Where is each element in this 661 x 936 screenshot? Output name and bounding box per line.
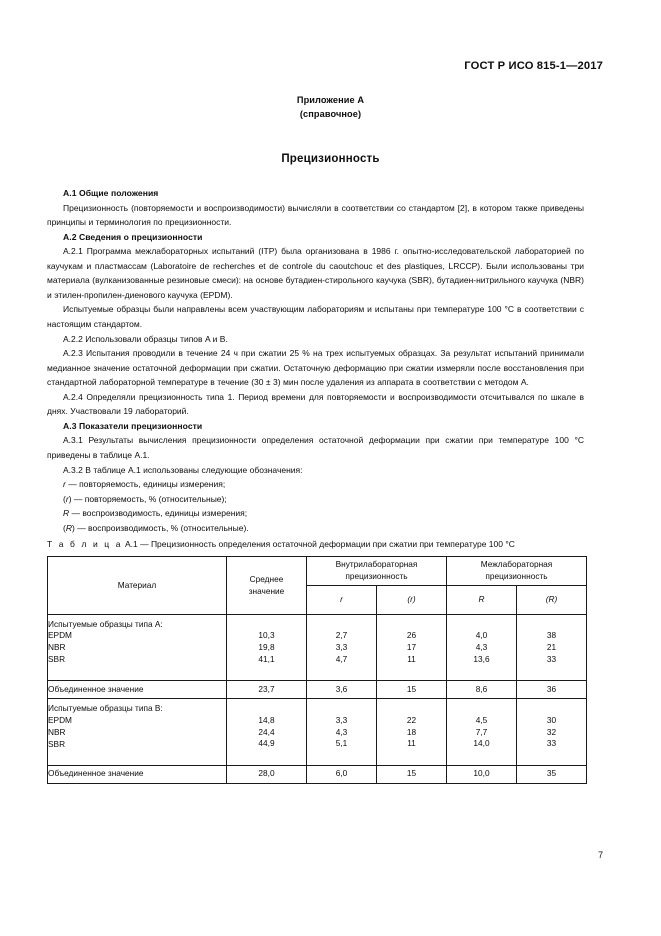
group-title: Испытуемые образцы типа B:	[48, 702, 163, 713]
paragraph-a2-1: A.2.1 Программа межлабораторных испытаний (ITP) была организована в 1986 г. опытно-исследовательской лабораторией по каучукам и пластмассам (Laboratoire de recherches et de controle du caoutchouc et des plastiques, LRCCP). Были использованы три материала (вулканизованные резиновые смеси): на основе бутадиен-стирольного каучука (SBR), бутадиен-нитрильного каучука (NBR) и этилен-пропилен-диенового каучука (EPDM).	[47, 246, 584, 300]
value-R-rel: 33	[546, 738, 557, 749]
col-header-mean	[227, 557, 307, 615]
value-R-rel: 32	[546, 726, 557, 737]
value-R-rel: 38	[546, 630, 557, 641]
col-header-interlab	[447, 557, 587, 586]
paragraph-a3-2: A.3.2 В таблице А.1 использованы следующие обозначения:	[63, 464, 303, 475]
definition-symbol: (r)	[63, 493, 72, 504]
value-r: 4,7	[335, 654, 348, 665]
table-head	[48, 557, 587, 615]
cell-R-rel: 36	[517, 681, 587, 699]
col-header-mean-line2: значение	[248, 585, 285, 596]
precision-table	[47, 556, 587, 784]
table-row-total	[48, 765, 587, 783]
value-r-rel: 11	[407, 654, 416, 665]
cell-mean: 28,0	[227, 765, 307, 783]
definition-text: — повторяемость, % (относительные);	[71, 493, 227, 504]
table-body	[48, 615, 587, 784]
cell-r-rel	[377, 699, 447, 765]
value-mean: 24,4	[258, 726, 275, 737]
group-title: Испытуемые образцы типа A:	[48, 618, 163, 629]
value-R-rel: 30	[546, 714, 557, 725]
cell-r: 3,6	[307, 681, 377, 699]
cell-total-label: Объединенное значение	[48, 765, 227, 783]
cell-mean	[227, 699, 307, 765]
table-caption-label: Т а б л и ц а	[47, 539, 123, 549]
cell-mean: 23,7	[227, 681, 307, 699]
value-R: 7,7	[475, 726, 488, 737]
col-header-mean-line1: Среднее	[249, 573, 284, 584]
definition-text: — повторяемость, единицы измерения;	[65, 479, 226, 490]
definition-item	[47, 521, 584, 536]
value-R: 13,6	[473, 654, 490, 665]
cell-R-rel: 35	[517, 765, 587, 783]
paragraph-a2-1b: Испытуемые образцы были направлены всем участвующим лабораториям и испытаны при температуре 100 °С в соответствии с настоящим стандартом.	[47, 304, 584, 330]
col-header-intralab	[307, 557, 447, 586]
value-R: 4,3	[475, 642, 488, 653]
table-row-total	[48, 681, 587, 699]
cell-material	[48, 615, 227, 681]
value-r: 3,3	[335, 714, 348, 725]
table-row	[48, 615, 587, 681]
cell-r: 6,0	[307, 765, 377, 783]
cell-R-rel	[517, 615, 587, 681]
value-mean: 14,8	[258, 714, 275, 725]
cell-R	[447, 699, 517, 765]
value-r: 2,7	[335, 630, 348, 641]
cell-R: 8,6	[447, 681, 517, 699]
value-R: 4,5	[475, 714, 488, 725]
table-row	[48, 699, 587, 765]
value-r-rel: 22	[406, 714, 417, 725]
table-head-row-top	[48, 557, 587, 586]
material-name: EPDM	[48, 714, 72, 725]
section-heading-a3: A.3 Показатели прецизионности	[63, 420, 203, 431]
page-number: 7	[598, 850, 603, 860]
definition-item	[47, 492, 584, 507]
value-r: 3,3	[335, 642, 348, 653]
running-head-standard-number: ГОСТ Р ИСО 815-1—2017	[464, 60, 603, 72]
table-caption-text: — Прецизионность определения остаточной деформации при сжатии при температуре 100 °С	[140, 539, 515, 549]
body-content	[47, 186, 584, 535]
cell-R-rel	[517, 699, 587, 765]
paragraph-a2-2: A.2.2 Использовали образцы типов A и B.	[63, 333, 228, 344]
material-name: SBR	[48, 654, 66, 665]
definition-item	[47, 477, 584, 492]
material-name: NBR	[48, 642, 66, 653]
table-caption	[47, 538, 607, 550]
definition-symbol: r	[63, 479, 66, 490]
value-r: 5,1	[335, 738, 348, 749]
value-r: 4,3	[335, 726, 348, 737]
value-mean: 10,3	[258, 630, 275, 641]
section-heading-a2: A.2 Сведения о прецизионности	[63, 231, 203, 242]
definition-text: — воспроизводимость, единицы измерения;	[69, 508, 248, 519]
col-header-intralab-line1: Внутрилабораторная	[335, 559, 418, 570]
value-R-rel: 33	[546, 654, 557, 665]
cell-r	[307, 699, 377, 765]
section-heading-a1: A.1 Общие положения	[63, 188, 159, 198]
definition-item	[47, 506, 584, 521]
definition-symbol: R	[63, 508, 70, 519]
col-header-intralab-line2: прецизионность	[345, 571, 408, 581]
value-r-rel: 26	[406, 630, 417, 641]
cell-R: 10,0	[447, 765, 517, 783]
material-name: SBR	[48, 738, 66, 749]
annex-name: Приложение А	[296, 95, 365, 105]
paragraph-a3-1: A.3.1 Результаты вычисления прецизионности определения остаточной деформации при сжатии при температуре 100 °С приведены в таблице А.1.	[47, 435, 584, 460]
col-header-interlab-line1: Межлабораторная	[480, 559, 553, 570]
value-mean: 41,1	[258, 654, 275, 665]
col-header-r: r	[307, 586, 377, 615]
page-title: Прецизионность	[281, 153, 380, 165]
definition-symbol: (R)	[63, 522, 75, 533]
value-r-rel: 17	[406, 642, 417, 653]
cell-mean	[227, 615, 307, 681]
value-R-rel: 21	[546, 642, 557, 653]
col-header-R: R	[447, 586, 517, 615]
cell-r-rel	[377, 615, 447, 681]
value-r-rel: 11	[407, 738, 416, 749]
definition-text: — воспроизводимость, % (относительные).	[74, 522, 249, 533]
material-name: NBR	[48, 726, 66, 737]
col-header-material: Материал	[48, 557, 227, 615]
col-header-R-rel: (R)	[517, 586, 587, 615]
col-header-interlab-line2: прецизионность	[485, 571, 548, 581]
cell-r-rel: 15	[377, 765, 447, 783]
cell-total-label: Объединенное значение	[48, 681, 227, 699]
cell-r-rel: 15	[377, 681, 447, 699]
annex-heading-block	[0, 93, 661, 121]
value-R: 4,0	[475, 630, 488, 641]
value-mean: 44,9	[258, 738, 275, 749]
table-caption-number: А.1	[124, 539, 138, 549]
col-header-r-rel: (r)	[377, 586, 447, 615]
value-r-rel: 18	[406, 726, 417, 737]
material-name: EPDM	[48, 630, 72, 641]
definition-list	[47, 477, 584, 535]
annex-kind: (справочное)	[299, 109, 362, 119]
cell-material	[48, 699, 227, 765]
cell-r	[307, 615, 377, 681]
value-R: 14,0	[473, 738, 490, 749]
paragraph-a1: Прецизионность (повторяемости и воспроизводимости) вычисляли в соответствии со стандартом [2], в котором также приведены принципы и терминология по прецизионности.	[47, 202, 584, 228]
value-mean: 19,8	[258, 642, 275, 653]
paragraph-a2-3: A.2.3 Испытания проводили в течение 24 ч при сжатии 25 % на трех испытуемых образцах. За результат испытаний принимали медианное значение остаточной деформации при сжатии. Остаточную деформацию при сжатии измеряли после восстановления при стандартной лабораторной температуре в течение (30 ± 3) мин после удаления из аппарата в соответствии с методом А.	[47, 348, 584, 388]
cell-R	[447, 615, 517, 681]
paragraph-a2-4: A.2.4 Определяли прецизионность типа 1. Период времени для повторяемости и воспроизводимости отсчитывался по шкале в днях. Участвовали 19 лабораторий.	[47, 391, 584, 417]
